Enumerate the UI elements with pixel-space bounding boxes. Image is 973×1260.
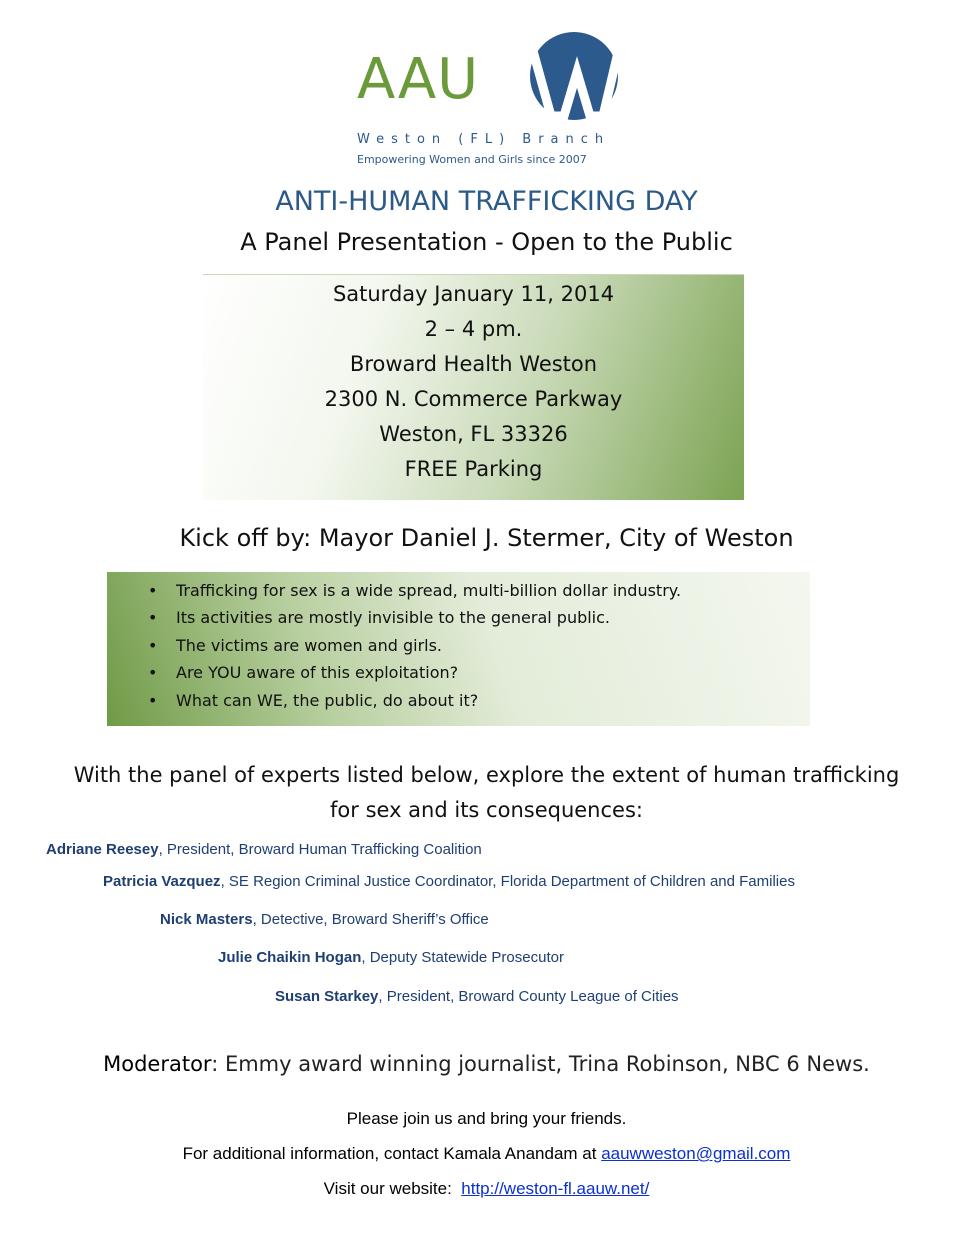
logo-tagline: Empowering Women and Girls since 2007	[357, 153, 587, 166]
panelist-name: Nick Masters	[160, 911, 253, 928]
panelist-row	[160, 911, 489, 928]
email-link[interactable]: aauwweston@gmail.com	[601, 1144, 791, 1163]
panelist-role: , President, Broward Human Trafficking Coalition	[158, 841, 482, 858]
moderator-line	[0, 1052, 973, 1076]
logo-letters: AAU	[357, 47, 480, 112]
event-parking: FREE Parking	[404, 457, 543, 481]
panelist-row	[46, 841, 482, 858]
panelist-role: , Deputy Statewide Prosecutor	[361, 949, 564, 966]
page-title: ANTI-HUMAN TRAFFICKING DAY	[275, 186, 698, 217]
fact-item: • Trafficking for sex is a wide spread, multi-billion dollar industry.	[148, 581, 682, 600]
panelist-role: , Detective, Broward Sheriff’s Office	[252, 911, 489, 928]
event-date: Saturday January 11, 2014	[332, 282, 615, 306]
invite-line: Please join us and bring your friends.	[346, 1109, 627, 1128]
page-subtitle: A Panel Presentation - Open to the Public	[240, 228, 733, 256]
panelist-name: Patricia Vazquez	[103, 873, 221, 890]
fact-item: • The victims are women and girls.	[148, 636, 443, 655]
event-street: 2300 N. Commerce Parkway	[324, 387, 623, 411]
panelist-name: Julie Chaikin Hogan	[218, 949, 362, 966]
moderator-label: Moderator	[103, 1052, 212, 1076]
kickoff-line: Kick off by: Mayor Daniel J. Stermer, City of Weston	[179, 524, 794, 552]
panelist-role: , SE Region Criminal Justice Coordinator, Florida Department of Children and Families	[220, 873, 795, 890]
contact-line	[0, 1144, 973, 1164]
logo-branch-name: Weston (FL) Branch	[357, 132, 611, 147]
fact-item: • Are YOU aware of this exploitation?	[148, 663, 459, 682]
panelist-role: , President, Broward County League of Cities	[378, 988, 679, 1005]
event-venue: Broward Health Weston	[349, 352, 598, 376]
moderator-text: : Emmy award winning journalist, Trina Robinson, NBC 6 News.	[211, 1052, 870, 1076]
fact-item: • Its activities are mostly invisible to the general public.	[148, 608, 611, 627]
event-city: Weston, FL 33326	[379, 422, 568, 446]
panel-intro: With the panel of experts listed below, explore the extent of human trafficking for sex and its consequences:	[73, 763, 900, 822]
panelist-row	[218, 949, 564, 966]
website-line	[0, 1179, 973, 1199]
website-link[interactable]: http://weston-fl.aauw.net/	[461, 1179, 650, 1198]
panelist-row	[103, 873, 795, 890]
event-time: 2 – 4 pm.	[424, 317, 523, 341]
panelist-row	[275, 988, 679, 1005]
panelist-name: Adriane Reesey	[46, 841, 159, 858]
fact-item: • What can WE, the public, do about it?	[148, 691, 479, 710]
website-text: Visit our website:	[323, 1179, 462, 1198]
panelist-name: Susan Starkey	[275, 988, 379, 1005]
contact-text: For additional information, contact Kamala Anandam at	[182, 1144, 602, 1163]
